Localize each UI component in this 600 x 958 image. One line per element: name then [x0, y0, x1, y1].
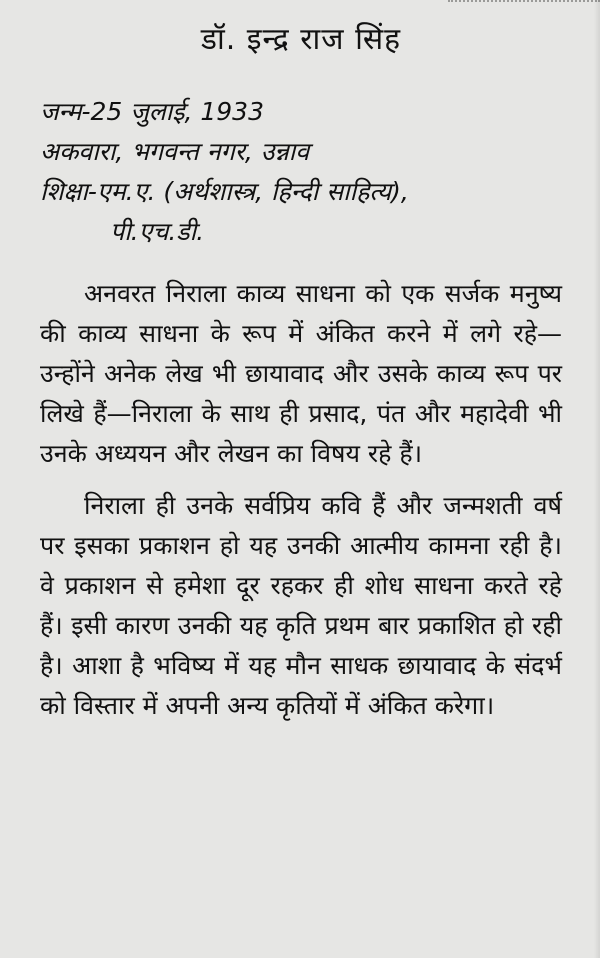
author-details [40, 92, 562, 252]
paragraph-publication: निराला ही उनके सर्वप्रिय कवि हैं और जन्मशती वर्ष पर इसका प्रकाशन हो यह उनकी आत्मीय कामना रही है। वे प्रकाशन से हमेशा दूर रहकर ही शोध साधना करते रहे हैं। इसी कारण उनकी यह कृति प्रथम बार प्रकाशित हो रही है। आशा है भविष्य में यह मौन साधक छायावाद के संदर्भ को विस्तार में अपनी अन्य कृतियों में अंकित करेगा। [40, 491, 562, 720]
author-bio-section [40, 14, 562, 726]
top-dotted-rule [448, 0, 600, 4]
birth-place-line: अकवारा, भगवन्त नगर, उन्नाव [40, 137, 310, 166]
education-line: शिक्षा-एम.ए. (अर्थशास्त्र, हिन्दी साहित्य), [40, 177, 409, 206]
author-name-heading: डॉ. इन्द्र राज सिंह [200, 22, 402, 57]
degree-line: पी.एच.डी. [110, 217, 205, 246]
paragraph-work: अनवरत निराला काव्य साधना को एक सर्जक मनुष्य की काव्य साधना के रूप में अंकित करने में लगे रहे—उन्होंने अनेक लेख भी छायावाद और उसके काव्य रूप पर लिखे हैं—निराला के साथ ही प्रसाद, पंत और महादेवी भी उनके अध्ययन और लेखन का विषय रहे हैं। [40, 279, 562, 468]
page-edge-shadow [594, 0, 600, 958]
birth-date-line: जन्म-25 जुलाई, 1933 [40, 97, 264, 126]
